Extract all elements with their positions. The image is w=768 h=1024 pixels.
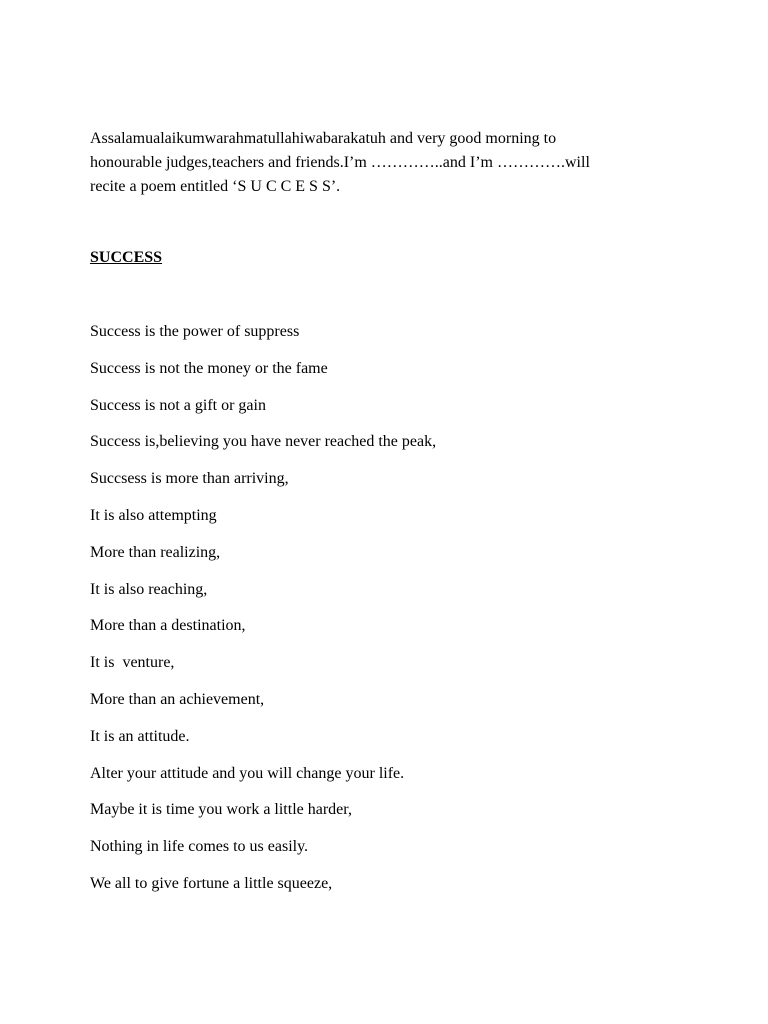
poem-line: Succsess is more than arriving, xyxy=(90,470,289,488)
poem-line: Success is,believing you have never reached the peak, xyxy=(90,433,437,451)
poem-line: Success is not a gift or gain xyxy=(90,396,266,414)
poem-title: SUCCESS xyxy=(90,249,163,266)
intro-paragraph xyxy=(90,127,690,199)
poem-line: Success is the power of suppress xyxy=(90,323,300,340)
poem-line: Nothing in life comes to us easily. xyxy=(90,838,309,856)
poem-line: It is also reaching, xyxy=(90,580,208,598)
poem-line: It is venture, xyxy=(90,654,175,672)
poem-line: Alter your attitude and you will change your life. xyxy=(90,764,405,782)
poem-line: It is an attitude. xyxy=(90,727,190,745)
intro-line: recite a poem entitled ‘S U C C E S S’. xyxy=(90,178,341,195)
poem-line: More than a destination, xyxy=(90,617,246,635)
poem-line: It is also attempting xyxy=(90,506,217,524)
poem-line: We all to give fortune a little squeeze, xyxy=(90,874,333,892)
poem-line: More than realizing, xyxy=(90,543,221,561)
poem-line: More than an achievement, xyxy=(90,690,265,708)
intro-line: honourable judges,teachers and friends.I’m …………..and I’m ………….will xyxy=(90,154,590,171)
poem-line: Success is not the money or the fame xyxy=(90,359,328,377)
intro-line: Assalamualaikumwarahmatullahiwabarakatuh and very good morning to xyxy=(90,130,557,147)
poem-lines xyxy=(90,322,436,911)
poem-line: Maybe it is time you work a little harder, xyxy=(90,801,352,819)
